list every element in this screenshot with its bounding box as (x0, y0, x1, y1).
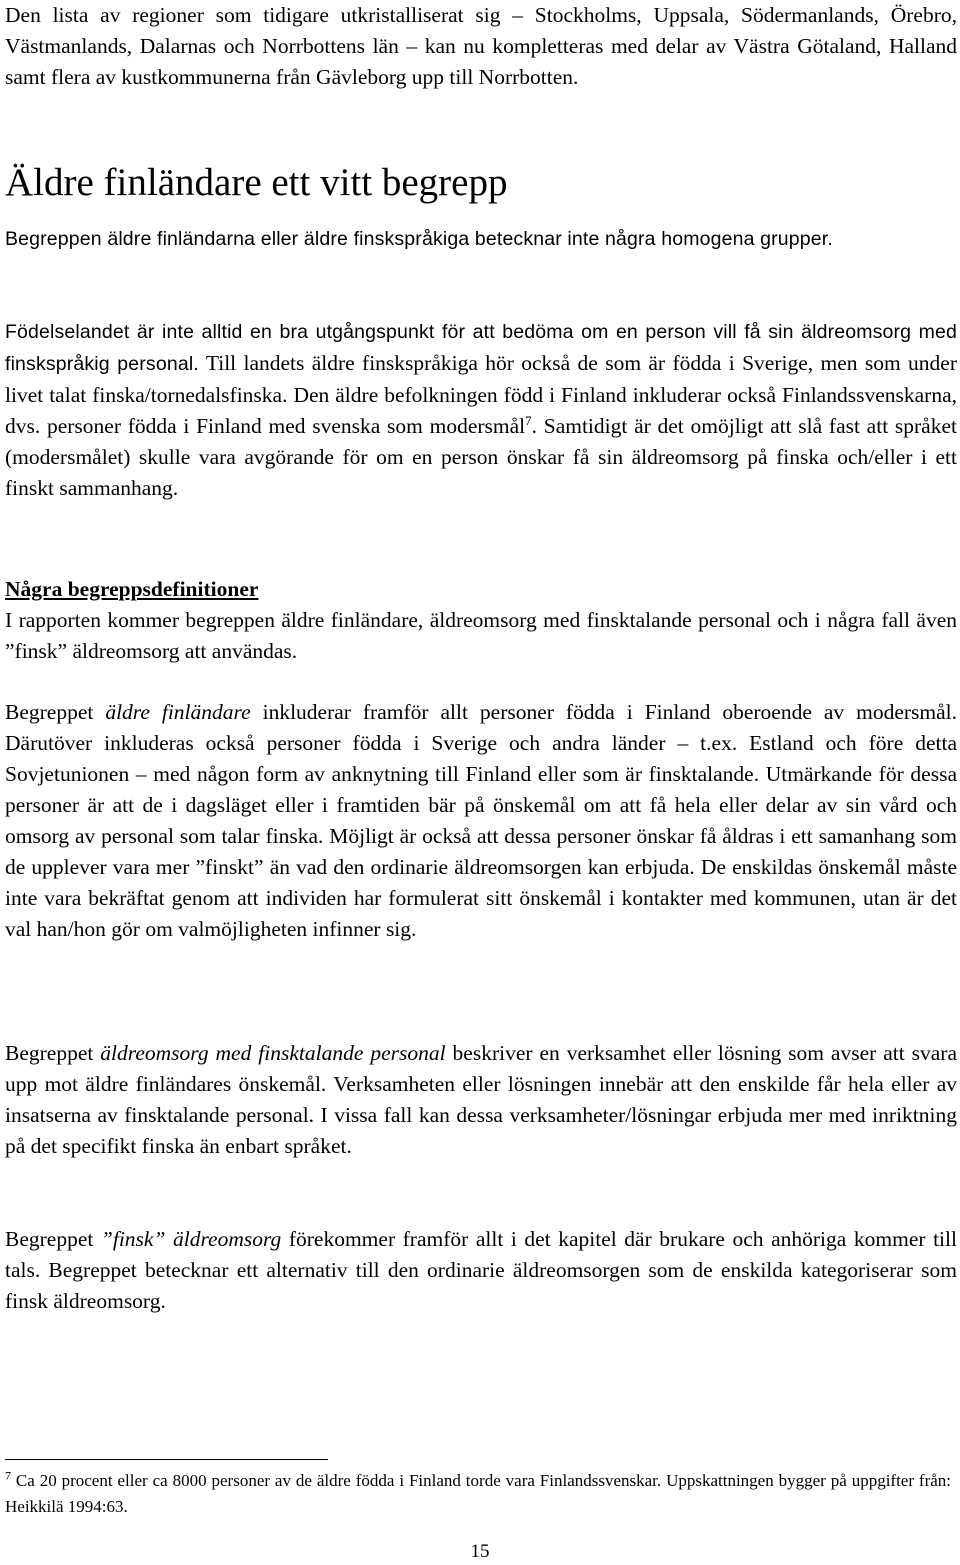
footnote-number: 7 (5, 1468, 11, 1483)
birthcountry-paragraph (5, 316, 957, 504)
birthcountry-text-a: Till landets äldre finskspråkiga hör också de som är födda i Sverige, men som under livet talat finska/tornedalsfinska. Den äldre befolkningen född i Finland inkluderar också Finlandssvenskarna, dvs. personer födda i Finland med svenska som modersmål (5, 351, 957, 438)
birthcountry-text-b: . Samtidigt är det omöjligt att slå fast att språket (modersmålet) skulle vara avgörande för om en person önskar få sin äldreomsorg på finska och/eller i ett finskt sammanhang. (5, 414, 957, 500)
definition-term: äldreomsorg med finsktalande personal (100, 1041, 446, 1065)
definitions-text: I rapporten kommer begreppen äldre finländare, äldreomsorg med finsktalande personal och i några fall även ”finsk” äldreomsorg att användas. (5, 608, 957, 663)
definitions-intro (5, 574, 957, 667)
footnote-reference[interactable]: 7 (525, 412, 532, 428)
definition-text: förekommer framför allt i det kapitel där brukare och anhöriga kommer till tals. Begreppet betecknar ett alternativ till den ordinarie äldreomsorgen som de enskilda kategoriserar som finsk äldreomsorg. (5, 1227, 957, 1313)
definition-term: ”finsk” äldreomsorg (100, 1227, 282, 1251)
definition-lead: Begreppet (5, 700, 106, 724)
definition-aldre-finlandare (5, 697, 957, 945)
footnote-text: Ca 20 procent eller ca 8000 personer av de äldre födda i Finland torde vara Finlandssvenskar. Uppskattningen bygger på uppgifter från: Heikkilä 1994:63. (5, 1471, 951, 1516)
definition-lead: Begreppet (5, 1227, 101, 1251)
section-heading: Äldre finländare ett vitt begrepp (5, 161, 508, 204)
footnote-separator (5, 1459, 328, 1460)
intro-paragraph: Den lista av regioner som tidigare utkristalliserat sig – Stockholms, Uppsala, Södermanlands, Örebro, Västmanlands, Dalarnas och Norrbottens län – kan nu kompletteras med delar av Västra Götaland, Halland samt flera av kustkommunerna från Gävleborg upp till Norrbotten. (5, 3, 957, 89)
page-number: 15 (470, 1541, 490, 1562)
definition-text: beskriver en verksamhet eller lösning som avser att svara upp mot äldre finländares önskemål. Verksamheten eller lösningen innebär att den enskilde får hela eller av insatserna av finsktalande personal. I vissa fall kan dessa verksamheter/lösningar erbjuda mer med inriktning på det specifikt finska än enbart språket. (5, 1041, 958, 1158)
definition-finsk-aldreomsorg (5, 1224, 957, 1317)
birthcountry-lead: Födelselandet är inte alltid en bra utgångspunkt för att bedöma om en person vill få sin äldreomsorg med finskspråkig personal. (5, 321, 957, 375)
groups-paragraph: Begreppen äldre finländarna eller äldre finskspråkiga betecknar inte några homogena grupper. (5, 228, 833, 250)
definition-lead: Begreppet (5, 1041, 101, 1065)
definitions-heading: Några begreppsdefinitioner (5, 577, 259, 601)
definition-term: äldre finländare (105, 700, 251, 724)
definition-text: inkluderar framför allt personer födda i Finland oberoende av modersmål. Därutöver inkluderas också personer födda i Sverige och andra länder – t.ex. Estland och före detta Sovjetunionen – med någon form av anknytning till Finland eller som är finsktalande. Utmärkande för dessa personer är att de i dagsläget eller i framtiden bär på önskemål om att få hela eller delar av sin vård och omsorg av personal som talar finska. Möjligt är också att dessa personer önskar få åldras i ett samanhang som de upplever vara mer ”finskt” än vad den ordinarie äldreomsorgen kan erbjuda. De enskildas önskemål måste inte vara bekräftat genom att individen har formulerat sitt önskemål i kontakter med kommunen, utan är det val han/hon gör om valmöjligheten infinner sig. (5, 700, 957, 941)
definition-aldreomsorg-finsktalande (5, 1038, 957, 1162)
footnote (5, 1468, 951, 1520)
